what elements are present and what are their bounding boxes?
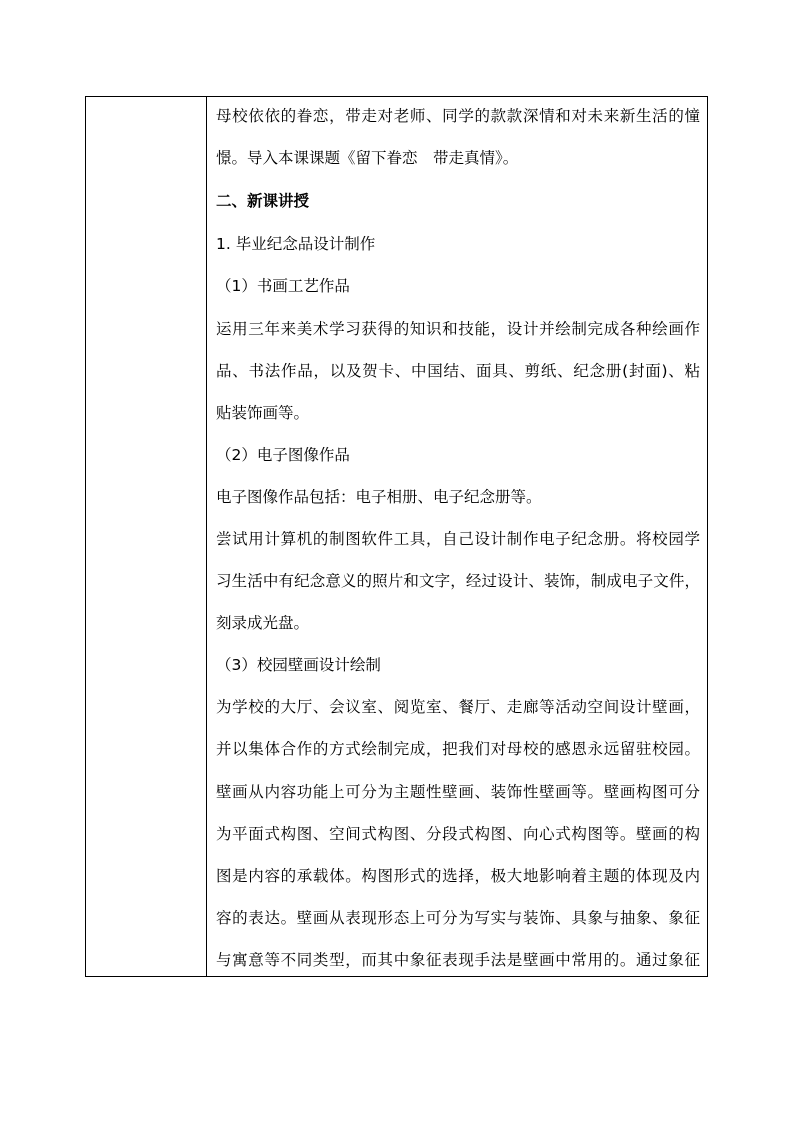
text-line: 贴装饰画等。 [216,404,310,422]
text-line: 电子图像作品包括：电子相册、电子纪念册等。 [216,488,542,506]
item-heading: （1）书画工艺作品 [216,277,350,295]
text-line: 运用三年来美术学习获得的知识和技能，设计并绘制完成各种绘画作 [216,320,700,338]
text-line: 并以集体合作的方式绘制完成，把我们对母校的感恩永远留驻校园。 [216,740,700,758]
text-line: 憬。导入本课课题《留下眷恋 带走真情》。 [216,149,519,167]
table-left-cell [86,97,207,976]
text-line: 品、书法作品，以及贺卡、中国结、面具、剪纸、纪念册(封面)、粘 [216,362,700,380]
table-content-cell [207,97,707,976]
text-line: 为学校的大厅、会议室、阅览室、餐厅、走廊等活动空间设计壁画， [216,698,700,716]
item-heading: （2）电子图像作品 [216,446,350,464]
text-line: 尝试用计算机的制图软件工具，自己设计制作电子纪念册。将校园学 [216,530,700,548]
item-heading: （3）校园壁画设计绘制 [216,656,381,674]
text-line: 习生活中有纪念意义的照片和文字，经过设计、装饰，制成电子文件， [216,572,700,590]
text-line: 刻录成光盘。 [216,614,310,632]
text-line: 图是内容的承载体。构图形式的选择，极大地影响着主题的体现及内 [216,867,700,885]
section-heading: 二、新课讲授 [216,192,310,210]
text-line: 母校依依的眷恋，带走对老师、同学的款款深情和对未来新生活的憧 [216,107,700,125]
text-line: 壁画从内容功能上可分为主题性壁画、装饰性壁画等。壁画构图可分 [216,783,700,801]
text-line: 容的表达。壁画从表现形态上可分为写实与装饰、具象与抽象、象征 [216,909,700,927]
subsection-heading: 1. 毕业纪念品设计制作 [216,235,376,253]
text-line: 与寓意等不同类型，而其中象征表现手法是壁画中常用的。通过象征 [216,951,700,969]
document-table [85,96,708,977]
text-line: 为平面式构图、空间式构图、分段式构图、向心式构图等。壁画的构 [216,825,700,843]
